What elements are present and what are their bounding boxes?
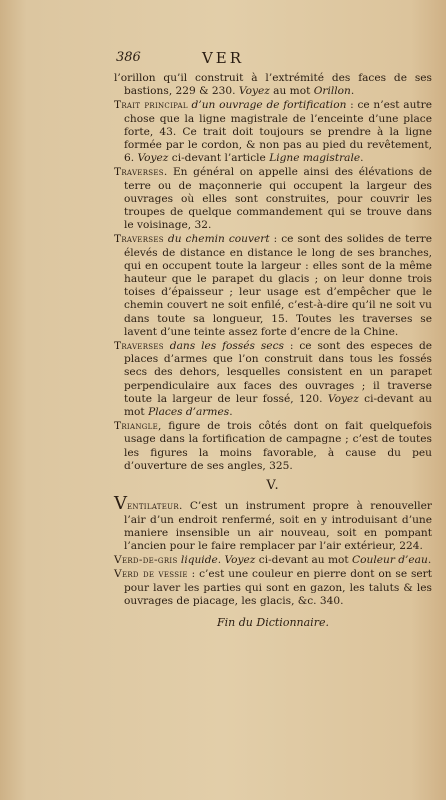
entry-text: ci-devant au mot — [255, 554, 353, 567]
headword: Verd-de-gris — [114, 554, 178, 567]
section-heading: V. — [266, 478, 280, 494]
entry-text: : ce n’est autre chose que la ligne magistrale de l’enceinte d’une place forte, 43. Ce trait doit toujours se prendre à la ligne formée par le cordon, & non pas au pied du revêtement, 6. — [124, 99, 432, 165]
italic-text: Places d’armes — [148, 406, 230, 419]
initial-letter: V — [114, 493, 127, 515]
italic-text: Couleur d’eau — [352, 554, 428, 567]
dictionary-entry — [114, 493, 432, 553]
entry-text: : c’est une couleur en pierre dont on se sert pour laver les parties qui sont en gazon, les taluts & les ouvrages de piacage, les glacis, &c. 340. — [124, 568, 433, 607]
entry-text: , figure de trois côtés dont on fait quelquefois usage dans la fortification de campagne ; c’est de toutes les figures la moins favorable, à cause du peu d’ouverture de ses angles, 325. — [124, 420, 432, 472]
entry-text: . C’est un instrument propre à renouveller l’air d’un endroit renfermé, soit en y introduisant d’une maniere insensible un air nouveau, soit en pompant l’ancien pour le faire remplacer par l’air extérieur, 224. — [124, 500, 432, 552]
italic-text: dans les fossés secs — [163, 340, 284, 353]
dictionary-entry — [114, 420, 432, 473]
entry-text: au mot — [269, 85, 314, 98]
entry-text: . — [229, 406, 233, 419]
dictionary-entry — [114, 340, 432, 419]
entry-text: : ce sont des especes de places d’armes que l’on construit dans tous les fossés secs des dehors, lesquelles consistent en un parapet perpendiculaire aux faces des ouvrages ; il traverse toute la largeur de leur fossé, 120. — [124, 340, 432, 405]
entry-text: . — [360, 152, 364, 165]
headword: Traverses — [114, 340, 164, 353]
entry-list — [114, 72, 432, 473]
italic-text: liquide — [177, 554, 218, 567]
page-header — [0, 50, 446, 70]
dictionary-entry — [114, 233, 432, 339]
entry-text: ci-devant au mot — [124, 392, 432, 419]
entry-text: : ce sont des solides de terre élevés de distance en distance le long de ses branches, qui en occupent toute la largeur : elles sont de la même hauteur que le parapet du glacis ; on leur donne trois toises d’épaisseur ; leur usage est d’empêcher que le chemin couvert ne soit enfilé, c’est-à-dire qu’il ne soit vu dans toute sa longueur, 15. Toutes les traverses se lavent d’une teinte assez forte d’encre de la Chine. — [124, 233, 432, 338]
entry-text: . En général on appelle ainsi des élévations de terre ou de maçonnerie qui occupent la largeur des ouvrages où elles sont construites, pour couvrir les troupes de quelque commandement qui se trouve dans le voisinage, 32. — [124, 166, 432, 232]
entry-text: l’orillon qu’il construit à l’extrémité des faces de ses bastions, 229 & 230. — [114, 72, 432, 98]
dictionary-column — [114, 72, 432, 629]
dictionary-entry — [114, 72, 432, 98]
entry-text: . — [350, 85, 355, 98]
entry-list-v — [114, 493, 433, 608]
headword: Traverses — [114, 233, 164, 246]
dictionary-entry — [114, 166, 432, 232]
headword: Traverses — [114, 166, 164, 179]
running-head: VER — [201, 49, 245, 67]
italic-text: Voyez — [224, 554, 256, 567]
headword: Verd de vessie — [114, 568, 188, 581]
entry-text: . — [217, 554, 225, 567]
dictionary-entry — [114, 554, 432, 567]
italic-text: Orillon — [313, 85, 351, 98]
italic-text: d’un ouvrage de fortification — [187, 99, 347, 112]
entry-text: ci-devant l’article — [168, 152, 270, 165]
dictionary-entry — [114, 568, 432, 608]
italic-text: Voyez — [238, 85, 270, 98]
entry-text: . — [427, 554, 432, 567]
headword: Triangle — [114, 420, 159, 433]
headword: entilateur — [127, 500, 179, 513]
page-number: 386 — [116, 50, 141, 65]
closing-line: Fin du Dictionnaire. — [217, 615, 329, 629]
headword: Trait principal — [114, 99, 188, 112]
italic-text: du chemin couvert — [163, 233, 270, 246]
italic-text: Voyez — [327, 392, 359, 405]
italic-text: Ligne magistrale — [269, 152, 361, 165]
dictionary-entry — [114, 99, 432, 165]
italic-text: Voyez — [137, 152, 169, 165]
